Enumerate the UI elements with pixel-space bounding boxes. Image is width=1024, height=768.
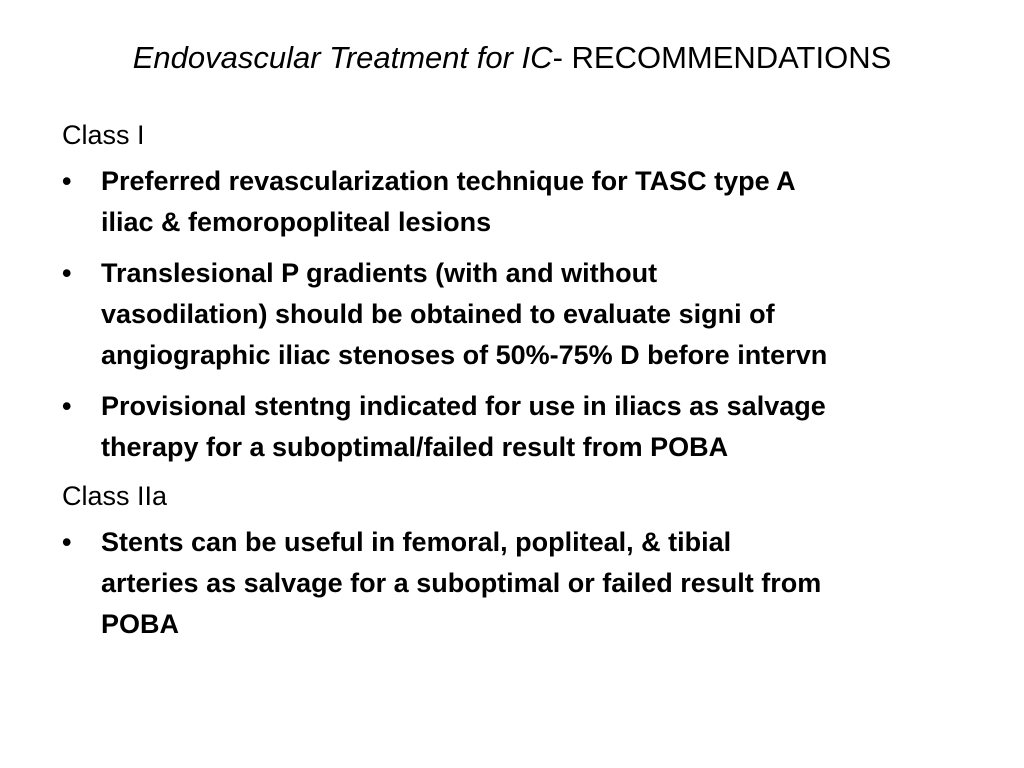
bullet-icon: • <box>62 527 72 557</box>
bullet-item <box>62 161 1012 243</box>
bullet-line: arteries as salvage for a suboptimal or failed result from <box>101 568 822 598</box>
bullet-line: vasodilation) should be obtained to evaluate signi of <box>101 299 775 329</box>
bullet-list-class-i <box>62 161 1012 468</box>
title-normal-part: - RECOMMENDATIONS <box>552 40 892 75</box>
bullet-line: iliac & femoropopliteal lesions <box>101 207 492 237</box>
bullet-icon: • <box>62 258 72 288</box>
bullet-line: Stents can be useful in femoral, popliteal, & tibial <box>101 527 732 557</box>
title-italic-part: Endovascular Treatment for IC <box>132 40 553 75</box>
bullet-line: Translesional P gradients (with and without <box>101 258 658 288</box>
bullet-item <box>62 253 1012 376</box>
bullet-line: Preferred revascularization technique for TASC type A <box>101 166 796 196</box>
bullet-icon: • <box>62 166 72 196</box>
bullet-line: therapy for a suboptimal/failed result from POBA <box>101 432 729 462</box>
slide-content <box>62 117 1012 655</box>
bullet-line: Provisional stentng indicated for use in iliacs as salvage <box>101 391 826 421</box>
bullet-icon: • <box>62 391 72 421</box>
bullet-line: angiographic iliac stenoses of 50%-75% D before intervn <box>101 340 828 370</box>
section-heading-class-iia: Class IIa <box>62 481 168 511</box>
bullet-item <box>62 386 1012 468</box>
bullet-line: POBA <box>101 609 180 639</box>
slide-title <box>0 38 1024 78</box>
bullet-list-class-iia <box>62 522 1012 645</box>
bullet-item <box>62 522 1012 645</box>
section-heading-class-i: Class I <box>62 120 145 150</box>
